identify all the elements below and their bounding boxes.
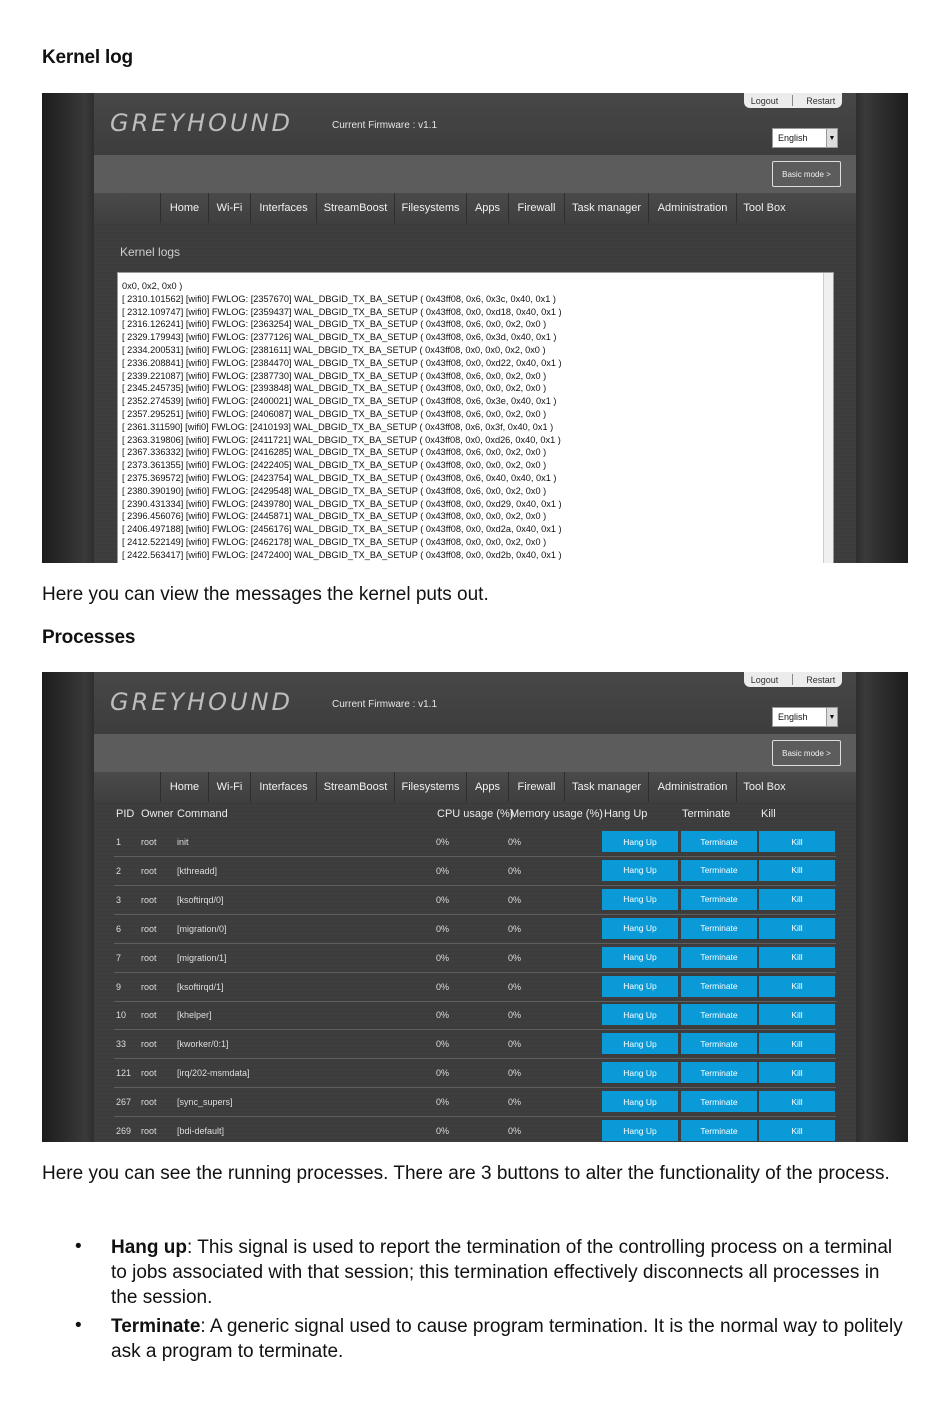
nav-home[interactable]: Home [160,772,208,802]
owner-cell: root [141,894,157,905]
col-memory: Memory usage (%) [510,808,603,820]
bullet-terminate [111,1314,911,1364]
pid-cell: 7 [116,952,122,963]
bullet-term: Hang up [111,1237,187,1258]
hang-up-button[interactable]: Hang Up [602,1091,678,1112]
memory-cell: 0% [508,1068,522,1079]
table-row [114,1117,836,1142]
command-cell: [sync_supers] [177,1097,233,1108]
hang-up-button[interactable]: Hang Up [602,1120,678,1141]
log-line: [ 2396.456076] [wifi0] FWLOG: [2445871] WAL_DBGID_TX_BA_SETUP ( 0x43ff08, 0x0, 0x0, 0x2, 0x0 ) [122,511,547,522]
memory-cell: 0% [508,981,522,992]
memory-cell: 0% [508,1126,522,1136]
command-cell: [migration/0] [177,923,227,934]
nav-firewall[interactable]: Firewall [508,772,564,802]
memory-cell: 0% [508,923,522,934]
processes-screenshot [42,672,908,1142]
main-nav [94,772,856,802]
log-line: [ 2352.274539] [wifi0] FWLOG: [2400021] WAL_DBGID_TX_BA_SETUP ( 0x43ff08, 0x6, 0x3e, 0x40, 0x1 ) [122,396,557,407]
basic-mode-button[interactable]: Basic mode > [772,740,841,766]
kill-button[interactable]: Kill [759,889,835,910]
command-cell: [migration/1] [177,952,227,963]
memory-cell: 0% [508,1039,522,1050]
owner-cell: root [141,952,157,963]
table-row [114,973,836,1002]
cpu-cell: 0% [436,952,450,963]
cpu-cell: 0% [436,865,450,876]
restart-link[interactable]: Restart [806,674,836,685]
session-tab [744,672,842,687]
table-row [114,1030,836,1059]
basic-mode-button[interactable]: Basic mode > [772,161,841,187]
nav-toolbox[interactable]: Tool Box [736,193,792,223]
language-select[interactable] [772,707,838,727]
pid-cell: 10 [116,1010,127,1021]
log-line: [ 2363.319806] [wifi0] FWLOG: [2411721] WAL_DBGID_TX_BA_SETUP ( 0x43ff08, 0x0, 0xd26, 0x40, 0x1 ) [122,434,561,445]
terminate-button[interactable]: Terminate [681,947,757,968]
cpu-cell: 0% [436,1039,450,1050]
owner-cell: root [141,865,157,876]
language-select[interactable] [772,128,838,148]
nav-streamboost[interactable]: StreamBoost [316,193,394,223]
router-header [94,672,856,734]
nav-firewall[interactable]: Firewall [508,193,564,223]
session-tab [744,93,842,108]
cpu-cell: 0% [436,1126,450,1136]
log-line: [ 2329.179943] [wifi0] FWLOG: [2377126] WAL_DBGID_TX_BA_SETUP ( 0x43ff08, 0x6, 0x3d, 0x40, 0x1 ) [122,332,557,343]
command-cell: [ksoftirqd/0] [177,894,224,905]
bullet-body: : A generic signal used to cause program termination. It is the normal way to politely ask a program to terminate. [111,1316,903,1362]
nav-wifi[interactable]: Wi-Fi [208,193,250,223]
cpu-cell: 0% [436,1097,450,1108]
log-line: [ 2422.563417] [wifi0] FWLOG: [2472400] WAL_DBGID_TX_BA_SETUP ( 0x43ff08, 0x0, 0xd2b, 0x40, 0x1 ) [122,549,562,560]
terminate-button[interactable]: Terminate [681,976,757,997]
nav-administration[interactable]: Administration [648,193,736,223]
owner-cell: root [141,1068,157,1079]
cpu-cell: 0% [436,1068,450,1079]
kill-button[interactable]: Kill [759,860,835,881]
kernel-log-description: Here you can view the messages the kernel puts out. [42,584,489,605]
nav-wifi[interactable]: Wi-Fi [208,772,250,802]
pid-cell: 269 [116,1126,132,1136]
col-hangup: Hang Up [604,808,648,820]
nav-task-manager[interactable]: Task manager [564,772,648,802]
bullet-body: : This signal is used to report the termination of the controlling process on a terminal to jobs associated with that session; this termination effectively disconnects all processes in the session. [111,1237,893,1308]
log-line: [ 2310.101562] [wifi0] FWLOG: [2357670] WAL_DBGID_TX_BA_SETUP ( 0x43ff08, 0x6, 0x3c, 0x40, 0x1 ) [122,293,556,304]
nav-filesystems[interactable]: Filesystems [394,772,466,802]
nav-apps[interactable]: Apps [466,193,508,223]
cpu-cell: 0% [436,923,450,934]
command-cell: [bdi-default] [177,1126,225,1136]
owner-cell: root [141,1010,157,1021]
command-cell: [irq/202-msmdata] [177,1068,250,1079]
owner-cell: root [141,837,157,847]
owner-cell: root [141,1097,157,1108]
cpu-cell: 0% [436,837,450,847]
log-line: [ 2312.109747] [wifi0] FWLOG: [2359437] WAL_DBGID_TX_BA_SETUP ( 0x43ff08, 0x0, 0xd18, 0x40, 0x1 ) [122,306,562,317]
terminate-button[interactable]: Terminate [681,1120,757,1141]
kill-button[interactable]: Kill [759,947,835,968]
kill-button[interactable]: Kill [759,1062,835,1083]
cpu-cell: 0% [436,894,450,905]
nav-interfaces[interactable]: Interfaces [250,193,316,223]
terminate-button[interactable]: Terminate [681,918,757,939]
kill-button[interactable]: Kill [759,918,835,939]
router-panel [94,93,856,563]
greyhound-logo: GREYHOUND [110,688,294,716]
bullet-dot: • [75,1315,82,1336]
hang-up-button[interactable]: Hang Up [602,889,678,910]
log-line: [ 2345.245735] [wifi0] FWLOG: [2393848] WAL_DBGID_TX_BA_SETUP ( 0x43ff08, 0x0, 0x0, 0x2, 0x0 ) [122,383,547,394]
tab-divider [792,674,793,685]
log-line: [ 2390.431334] [wifi0] FWLOG: [2439780] WAL_DBGID_TX_BA_SETUP ( 0x43ff08, 0x0, 0xd29, 0x40, 0x1 ) [122,498,562,509]
memory-cell: 0% [508,865,522,876]
log-scrollbar[interactable] [823,273,833,563]
cpu-cell: 0% [436,1010,450,1021]
log-line: [ 2412.522149] [wifi0] FWLOG: [2462178] WAL_DBGID_TX_BA_SETUP ( 0x43ff08, 0x0, 0x0, 0x2, 0x0 ) [122,536,547,547]
col-owner: Owner [141,808,174,820]
command-cell: [khelper] [177,1010,212,1021]
kill-button[interactable]: Kill [759,1033,835,1054]
terminate-button[interactable]: Terminate [681,1091,757,1112]
nav-streamboost[interactable]: StreamBoost [316,772,394,802]
nav-home[interactable]: Home [160,193,208,223]
chevron-down-icon: ▼ [826,708,837,726]
hang-up-button[interactable]: Hang Up [602,831,678,852]
chevron-down-icon: ▼ [826,129,837,147]
kill-button[interactable]: Kill [759,1091,835,1112]
memory-cell: 0% [508,1097,522,1108]
kill-button[interactable]: Kill [759,831,835,852]
pid-cell: 1 [116,837,122,847]
bullet-hangup [111,1235,911,1310]
owner-cell: root [141,981,157,992]
col-terminate: Terminate [682,808,731,820]
table-row [114,915,836,944]
pid-cell: 33 [116,1039,127,1050]
log-line: [ 2339.221087] [wifi0] FWLOG: [2387730] WAL_DBGID_TX_BA_SETUP ( 0x43ff08, 0x6, 0x0, 0x2, 0x0 ) [122,370,547,381]
hang-up-button[interactable]: Hang Up [602,947,678,968]
table-row [114,1001,836,1030]
table-row [114,886,836,915]
command-cell: [ksoftirqd/1] [177,981,224,992]
log-line: [ 2316.126241] [wifi0] FWLOG: [2363254] WAL_DBGID_TX_BA_SETUP ( 0x43ff08, 0x6, 0x0, 0x2, 0x0 ) [122,319,547,330]
hang-up-button[interactable]: Hang Up [602,1062,678,1083]
kill-button[interactable]: Kill [759,976,835,997]
terminate-button[interactable]: Terminate [681,1004,757,1025]
kernel-log-screenshot [42,93,908,563]
pid-cell: 267 [116,1097,132,1108]
logout-link[interactable]: Logout [750,674,779,685]
terminate-button[interactable]: Terminate [681,1033,757,1054]
kernel-log-textarea[interactable] [117,272,834,563]
table-row [114,1088,836,1117]
nav-toolbox[interactable]: Tool Box [736,772,792,802]
table-row [114,857,836,886]
log-line: [ 2373.361355] [wifi0] FWLOG: [2422405] WAL_DBGID_TX_BA_SETUP ( 0x43ff08, 0x0, 0x0, 0x2, 0x0 ) [122,460,547,471]
kill-button[interactable]: Kill [759,1004,835,1025]
pid-cell: 6 [116,923,122,934]
owner-cell: root [141,1126,157,1136]
restart-link[interactable]: Restart [806,95,836,106]
kernel-logs-title: Kernel logs [120,245,181,259]
log-line: [ 2406.497188] [wifi0] FWLOG: [2456176] WAL_DBGID_TX_BA_SETUP ( 0x43ff08, 0x0, 0xd2a, 0x40, 0x1 ) [122,524,562,535]
mode-band [94,734,856,772]
log-line: [ 2367.336332] [wifi0] FWLOG: [2416285] WAL_DBGID_TX_BA_SETUP ( 0x43ff08, 0x6, 0x0, 0x2, 0x0 ) [122,447,547,458]
owner-cell: root [141,1039,157,1050]
firmware-label: Current Firmware : v1.1 [332,699,438,710]
memory-cell: 0% [508,1010,522,1021]
greyhound-logo: GREYHOUND [110,109,294,137]
kernel-log-heading: Kernel log [42,47,133,68]
kill-button[interactable]: Kill [759,1120,835,1141]
nav-apps[interactable]: Apps [466,772,508,802]
col-command: Command [177,808,228,820]
mode-band [94,155,856,193]
main-nav [94,193,856,223]
tab-divider [792,95,793,106]
router-header [94,93,856,155]
command-cell: init [177,837,189,847]
terminate-button[interactable]: Terminate [681,1062,757,1083]
table-row [114,1059,836,1088]
col-cpu: CPU usage (%) [437,808,514,820]
owner-cell: root [141,923,157,934]
command-cell: [kworker/0:1] [177,1039,229,1050]
hang-up-button[interactable]: Hang Up [602,1004,678,1025]
nav-filesystems[interactable]: Filesystems [394,193,466,223]
nav-task-manager[interactable]: Task manager [564,193,648,223]
terminate-button[interactable]: Terminate [681,889,757,910]
router-panel [94,672,856,1142]
memory-cell: 0% [508,894,522,905]
hang-up-button[interactable]: Hang Up [602,918,678,939]
cpu-cell: 0% [436,981,450,992]
col-kill: Kill [761,808,776,820]
memory-cell: 0% [508,837,522,847]
language-value: English [778,133,808,143]
kernel-log-lines [122,280,829,562]
language-value: English [778,712,808,722]
log-line: [ 2380.390190] [wifi0] FWLOG: [2429548] WAL_DBGID_TX_BA_SETUP ( 0x43ff08, 0x6, 0x0, 0x2, 0x0 ) [122,485,547,496]
table-row [114,944,836,973]
pid-cell: 9 [116,981,122,992]
pid-cell: 121 [116,1068,132,1079]
firmware-label: Current Firmware : v1.1 [332,120,438,131]
processes-description: Here you can see the running processes. There are 3 buttons to alter the functionality of the process. [42,1163,890,1184]
log-line: [ 2336.208841] [wifi0] FWLOG: [2384470] WAL_DBGID_TX_BA_SETUP ( 0x43ff08, 0x0, 0xd22, 0x40, 0x1 ) [122,357,562,368]
log-line: [ 2361.311590] [wifi0] FWLOG: [2410193] WAL_DBGID_TX_BA_SETUP ( 0x43ff08, 0x6, 0x3f, 0x40, 0x1 ) [122,421,554,432]
logout-link[interactable]: Logout [750,95,779,106]
nav-administration[interactable]: Administration [648,772,736,802]
pid-cell: 3 [116,894,122,905]
bullet-dot: • [75,1236,82,1257]
log-line: [ 2375.369572] [wifi0] FWLOG: [2423754] WAL_DBGID_TX_BA_SETUP ( 0x43ff08, 0x6, 0x40, 0x40, 0x1 ) [122,472,557,483]
hang-up-button[interactable]: Hang Up [602,860,678,881]
log-line: [ 2357.295251] [wifi0] FWLOG: [2406087] WAL_DBGID_TX_BA_SETUP ( 0x43ff08, 0x6, 0x0, 0x2, 0x0 ) [122,408,547,419]
memory-cell: 0% [508,952,522,963]
table-row [114,828,836,857]
processes-heading: Processes [42,627,136,648]
col-pid: PID [116,808,135,820]
hang-up-button[interactable]: Hang Up [602,976,678,997]
hang-up-button[interactable]: Hang Up [602,1033,678,1054]
terminate-button[interactable]: Terminate [681,831,757,852]
nav-interfaces[interactable]: Interfaces [250,772,316,802]
pid-cell: 2 [116,865,122,876]
terminate-button[interactable]: Terminate [681,860,757,881]
log-line: [ 2334.200531] [wifi0] FWLOG: [2381611] WAL_DBGID_TX_BA_SETUP ( 0x43ff08, 0x0, 0x0, 0x2, 0x0 ) [122,344,546,355]
command-cell: [kthreadd] [177,865,218,876]
log-line: 0x0, 0x2, 0x0 ) [122,281,183,291]
bullet-term: Terminate [111,1316,201,1337]
